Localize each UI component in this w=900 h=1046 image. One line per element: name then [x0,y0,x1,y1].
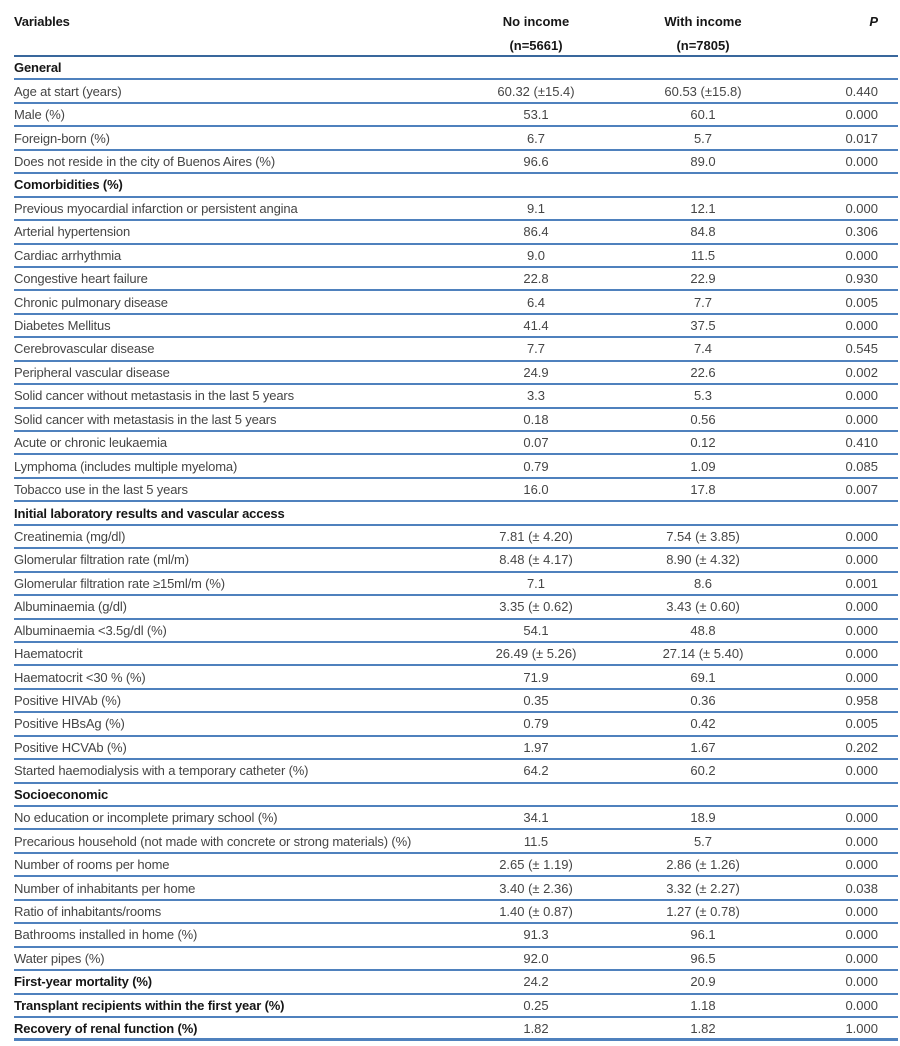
cell-no-income: 1.97 [523,739,549,755]
row-label: Previous myocardial infarction or persistent angina [14,200,298,216]
cell-no-income: 24.2 [523,974,549,990]
row-label: Age at start (years) [14,83,122,99]
row-label: Haematocrit <30 % (%) [14,669,146,685]
row-label: Cardiac arrhythmia [14,247,122,263]
cell-with-income: 7.4 [693,341,713,357]
cell-p-value: 0.007 [845,482,878,498]
table-row [14,80,898,103]
cell-no-income: 34.1 [523,810,549,826]
cell-p-value: 0.958 [845,693,878,709]
row-label: Positive HCVAb (%) [14,739,127,755]
cell-no-income: 9.0 [526,247,546,263]
cell-no-income: 22.8 [523,271,549,287]
cell-no-income: 0.25 [523,997,549,1013]
cell-p-value: 0.000 [845,153,878,169]
cell-no-income: 54.1 [523,622,549,638]
cell-with-income: 89.0 [690,153,716,169]
cell-with-income: 96.5 [690,950,716,966]
table-row [14,151,898,174]
cell-p-value: 0.000 [845,200,878,216]
cell-with-income: 27.14 (± 5.40) [662,646,744,662]
table-row [14,245,898,268]
row-label: Number of rooms per home [14,857,170,873]
cell-p-value: 0.410 [845,435,878,451]
cell-with-income: 60.2 [690,763,716,779]
table-row [14,596,898,619]
cell-p-value: 0.000 [845,318,878,334]
row-label: Glomerular filtration rate ≥15ml/m (%) [14,575,225,591]
table-row [14,760,898,783]
row-label: Peripheral vascular disease [14,364,170,380]
row-label: Positive HIVAb (%) [14,693,121,709]
row-label: Water pipes (%) [14,950,105,966]
cell-no-income: 60.32 (±15.4) [497,83,575,99]
cell-no-income: 0.18 [523,411,549,427]
section-header-row [14,502,898,525]
cell-with-income: 7.7 [693,294,713,310]
cell-with-income: 8.6 [693,575,713,591]
cell-with-income: 0.56 [690,411,716,427]
table-row [14,362,898,385]
table-row [14,924,898,947]
cell-with-income: 84.8 [690,224,716,240]
table-row [14,713,898,736]
table-row [14,901,898,924]
cell-p-value: 0.545 [845,341,878,357]
section-header-label: Socioeconomic [14,786,109,802]
cell-p-value: 0.017 [845,130,878,146]
row-label: Number of inhabitants per home [14,880,196,896]
table-row [14,127,898,150]
cell-p-value: 0.000 [845,833,878,849]
row-label: Haematocrit [14,646,83,662]
row-label: Cerebrovascular disease [14,341,155,357]
row-label: Solid cancer without metastasis in the last 5 years [14,388,294,404]
row-label: First-year mortality (%) [14,974,152,990]
cell-no-income: 24.9 [523,364,549,380]
cell-p-value: 0.000 [845,810,878,826]
cell-with-income: 1.09 [690,458,716,474]
cell-no-income: 26.49 (± 5.26) [495,646,577,662]
cell-p-value: 0.000 [845,927,878,943]
cell-p-value: 0.000 [845,599,878,615]
table-row [14,104,898,127]
column-header-p: P [869,13,878,29]
cell-no-income: 1.40 (± 0.87) [499,903,573,919]
table-header-row-1 [14,6,898,36]
table-row [14,549,898,572]
cell-with-income: 22.9 [690,271,716,287]
cell-with-income: 5.7 [693,130,713,146]
cell-with-income: 0.12 [690,435,716,451]
cell-p-value: 0.002 [845,364,878,380]
cell-p-value: 0.202 [845,739,878,755]
cell-with-income: 18.9 [690,810,716,826]
cell-with-income: 11.5 [690,247,716,263]
row-label: Glomerular filtration rate (ml/m) [14,552,189,568]
row-label: Albuminaemia (g/dl) [14,599,127,615]
table-row [14,526,898,549]
cell-no-income: 3.35 (± 0.62) [499,599,573,615]
row-label: Started haemodialysis with a temporary catheter (%) [14,763,309,779]
clinical-characteristics-table [14,0,898,1041]
cell-no-income: 71.9 [523,669,549,685]
row-label: No education or incomplete primary school (%) [14,810,278,826]
cell-with-income: 20.9 [690,974,716,990]
cell-no-income: 7.81 (± 4.20) [499,528,573,544]
cell-p-value: 0.000 [845,388,878,404]
cell-no-income: 53.1 [523,107,549,123]
cell-p-value: 1.000 [845,1020,878,1036]
section-header-row [14,174,898,197]
cell-no-income: 11.5 [523,833,549,849]
cell-no-income: 2.65 (± 1.19) [499,857,573,873]
table-row [14,643,898,666]
row-label: Ratio of inhabitants/rooms [14,903,162,919]
table-row [14,690,898,713]
section-header-row [14,57,898,80]
cell-p-value: 0.000 [845,646,878,662]
column-header-no-income-n: (n=5661) [509,38,563,53]
table-header [14,6,898,57]
table-row [14,455,898,478]
cell-p-value: 0.000 [845,107,878,123]
section-header-label: General [14,60,62,76]
row-label: Positive HBsAg (%) [14,716,125,732]
cell-p-value: 0.085 [845,458,878,474]
table-row [14,315,898,338]
cell-with-income: 12.1 [690,200,716,216]
table-row [14,432,898,455]
cell-no-income: 16.0 [523,482,549,498]
cell-with-income: 3.43 (± 0.60) [666,599,740,615]
table-row [14,948,898,971]
table-body [14,57,898,1041]
cell-with-income: 96.1 [690,927,716,943]
row-label: Acute or chronic leukaemia [14,435,167,451]
cell-with-income: 2.86 (± 1.26) [666,857,740,873]
cell-p-value: 0.000 [845,622,878,638]
table-row [14,1018,898,1041]
cell-p-value: 0.306 [845,224,878,240]
row-label: Albuminaemia <3.5g/dl (%) [14,622,167,638]
table-row [14,479,898,502]
row-label: Precarious household (not made with concrete or strong materials) (%) [14,833,412,849]
table-header-row-2 [14,36,898,57]
row-label: Recovery of renal function (%) [14,1020,198,1036]
cell-no-income: 1.82 [523,1020,549,1036]
cell-p-value: 0.005 [845,294,878,310]
cell-with-income: 0.42 [690,716,716,732]
cell-with-income: 60.1 [690,107,716,123]
cell-with-income: 17.8 [690,482,716,498]
section-header-row [14,784,898,807]
cell-no-income: 6.4 [526,294,546,310]
cell-no-income: 86.4 [523,224,549,240]
cell-p-value: 0.000 [845,763,878,779]
row-label: Chronic pulmonary disease [14,294,168,310]
cell-with-income: 1.27 (± 0.78) [666,903,740,919]
cell-p-value: 0.000 [845,857,878,873]
cell-no-income: 3.40 (± 2.36) [499,880,573,896]
table-row [14,291,898,314]
row-label: Transplant recipients within the first year (%) [14,997,285,1013]
table-row [14,877,898,900]
cell-p-value: 0.038 [845,880,878,896]
table-row [14,198,898,221]
column-header-variables: Variables [14,13,70,29]
cell-no-income: 0.35 [523,693,549,709]
table-row [14,807,898,830]
cell-with-income: 60.53 (±15.8) [664,83,742,99]
table-row [14,338,898,361]
cell-no-income: 7.7 [526,341,546,357]
cell-with-income: 5.7 [693,833,713,849]
cell-p-value: 0.000 [845,528,878,544]
row-label: Lymphoma (includes multiple myeloma) [14,458,238,474]
table-row [14,854,898,877]
cell-p-value: 0.000 [845,552,878,568]
row-label: Solid cancer with metastasis in the last 5 years [14,411,277,427]
cell-p-value: 0.000 [845,669,878,685]
cell-no-income: 91.3 [523,927,549,943]
table-row [14,971,898,994]
section-header-label: Comorbidities (%) [14,177,123,193]
cell-with-income: 48.8 [690,622,716,638]
cell-p-value: 0.005 [845,716,878,732]
cell-no-income: 7.1 [526,575,546,591]
table-row [14,830,898,853]
cell-with-income: 69.1 [690,669,716,685]
table-row [14,666,898,689]
cell-p-value: 0.001 [845,575,878,591]
column-header-with-income-n: (n=7805) [676,38,730,53]
table-row [14,268,898,291]
cell-with-income: 3.32 (± 2.27) [666,880,740,896]
cell-no-income: 0.79 [523,716,549,732]
cell-p-value: 0.930 [845,271,878,287]
cell-with-income: 8.90 (± 4.32) [666,552,740,568]
cell-with-income: 1.18 [690,997,716,1013]
row-label: Foreign-born (%) [14,130,110,146]
table-row [14,573,898,596]
cell-p-value: 0.000 [845,903,878,919]
row-label: Creatinemia (mg/dl) [14,528,126,544]
cell-with-income: 7.54 (± 3.85) [666,528,740,544]
cell-no-income: 9.1 [526,200,546,216]
cell-p-value: 0.000 [845,411,878,427]
row-label: Arterial hypertension [14,224,131,240]
table-row [14,995,898,1018]
cell-with-income: 37.5 [690,318,716,334]
cell-no-income: 3.3 [526,388,546,404]
cell-with-income: 1.67 [690,739,716,755]
column-header-with-income: With income [664,13,742,29]
cell-p-value: 0.440 [845,83,878,99]
cell-with-income: 5.3 [693,388,713,404]
cell-no-income: 41.4 [523,318,549,334]
cell-with-income: 22.6 [690,364,716,380]
table-row [14,385,898,408]
cell-no-income: 8.48 (± 4.17) [499,552,573,568]
row-label: Diabetes Mellitus [14,318,111,334]
section-header-label: Initial laboratory results and vascular access [14,505,285,521]
row-label: Male (%) [14,107,65,123]
table-row [14,620,898,643]
row-label: Does not reside in the city of Buenos Aires (%) [14,153,276,169]
cell-no-income: 0.07 [523,435,549,451]
cell-no-income: 0.79 [523,458,549,474]
cell-p-value: 0.000 [845,950,878,966]
cell-p-value: 0.000 [845,997,878,1013]
cell-no-income: 64.2 [523,763,549,779]
row-label: Bathrooms installed in home (%) [14,927,198,943]
row-label: Tobacco use in the last 5 years [14,482,188,498]
cell-p-value: 0.000 [845,247,878,263]
column-header-no-income: No income [502,13,570,29]
cell-with-income: 1.82 [690,1020,716,1036]
table-row [14,409,898,432]
cell-no-income: 6.7 [526,130,546,146]
cell-no-income: 96.6 [523,153,549,169]
cell-p-value: 0.000 [845,974,878,990]
row-label: Congestive heart failure [14,271,148,287]
table-row [14,737,898,760]
cell-with-income: 0.36 [690,693,716,709]
cell-no-income: 92.0 [523,950,549,966]
table-row [14,221,898,244]
